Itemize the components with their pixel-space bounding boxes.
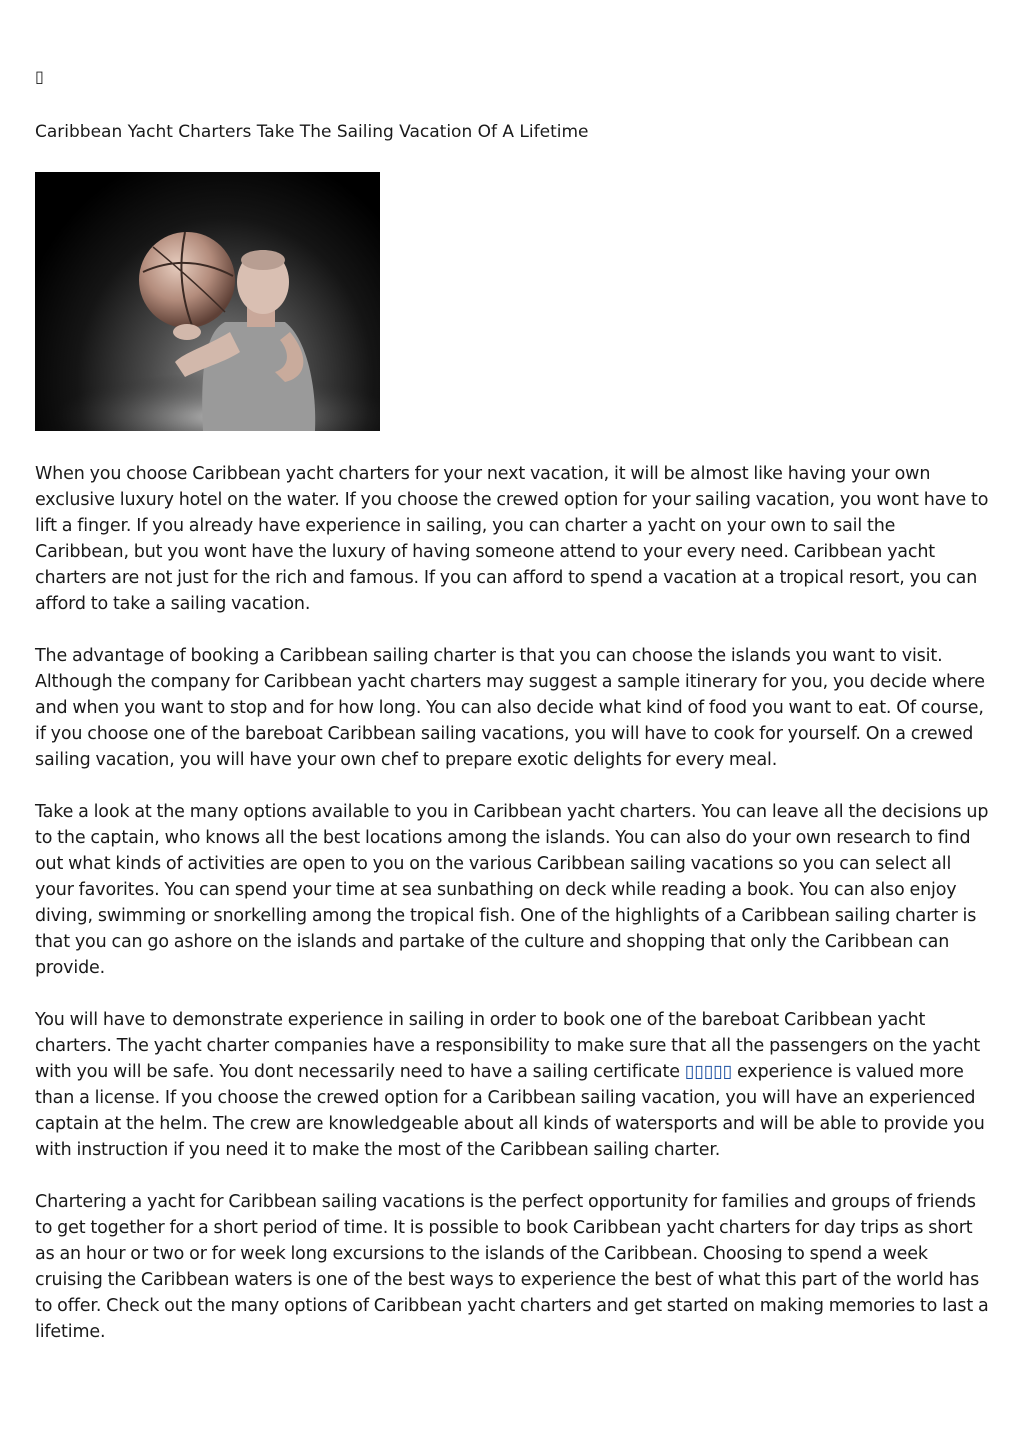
paragraph: The advantage of booking a Caribbean sailing charter is that you can choose the islands you want to visit. Although the company for Caribbean yacht charters may suggest a sample itinerary for you, you decide where and when you want to stop and for how long. You can also decide what kind of food you want to eat. Of course, if you choose one of the bareboat Caribbean sailing vacations, you will have to cook for yourself. On a crewed sailing vacation, you will have your own chef to prepare exotic delights for every meal. [35, 646, 985, 770]
inline-link[interactable]: ▯▯▯▯▯ [684, 1062, 733, 1082]
paragraph [35, 1007, 993, 1163]
paragraph: Take a look at the many options available to you in Caribbean yacht charters. You can leave all the decisions up to the captain, who knows all the best locations among the islands. You can also do your own research to find out what kinds of activities are open to you on the various Caribbean sailing vacations so you can select all your favorites. You can spend your time at sea sunbathing on deck while reading a book. You can also enjoy diving, swimming or snorkelling among the tropical fish. One of the highlights of a Caribbean sailing charter is that you can go ashore on the islands and partake of the culture and shopping that only the Caribbean can provide. [35, 802, 989, 978]
article-body [35, 461, 993, 1371]
page-title: Caribbean Yacht Charters Take The Sailing Vacation Of A Lifetime [35, 122, 589, 142]
paragraph-text-before-link: You will have to demonstrate experience in sailing in order to book one of the bareboat Caribbean yacht charters. The yacht charter companies have a responsibility to make sure that all the passengers on the yacht with you will be safe. You dont necessarily need to have a sailing certificate [35, 1010, 981, 1082]
photo-illustration [35, 172, 380, 431]
paragraph: When you choose Caribbean yacht charters for your next vacation, it will be almost like having your own exclusive luxury hotel on the water. If you choose the crewed option for your sailing vacation, you wont have to lift a finger. If you already have experience in sailing, you can charter a yacht on your own to sail the Caribbean, but you wont have the luxury of having someone attend to your every need. Caribbean yacht charters are not just for the rich and famous. If you can afford to spend a vacation at a tropical resort, you can afford to take a sailing vacation. [35, 464, 989, 614]
missing-glyph-icon: ▯ [35, 67, 44, 86]
paragraph: Chartering a yacht for Caribbean sailing vacations is the perfect opportunity for families and groups of friends to get together for a short period of time. It is possible to book Caribbean yacht charters for day trips as short as an hour or two or for week long excursions to the islands of the Caribbean. Choosing to spend a week cruising the Caribbean waters is one of the best ways to experience the best of what this part of the world has to offer. Check out the many options of Caribbean yacht charters and get started on making memories to last a lifetime. [35, 1192, 989, 1342]
paragraph-text-after-link: experience is valued more than a license. If you choose the crewed option for a Caribbean sailing vacation, you will have an experienced captain at the helm. The crew are knowledgeable about all kinds of watersports and will be able to provide you with instruction if you need it to make the most of the Caribbean sailing charter. [35, 1062, 985, 1160]
basketball-player-photo [35, 172, 380, 431]
